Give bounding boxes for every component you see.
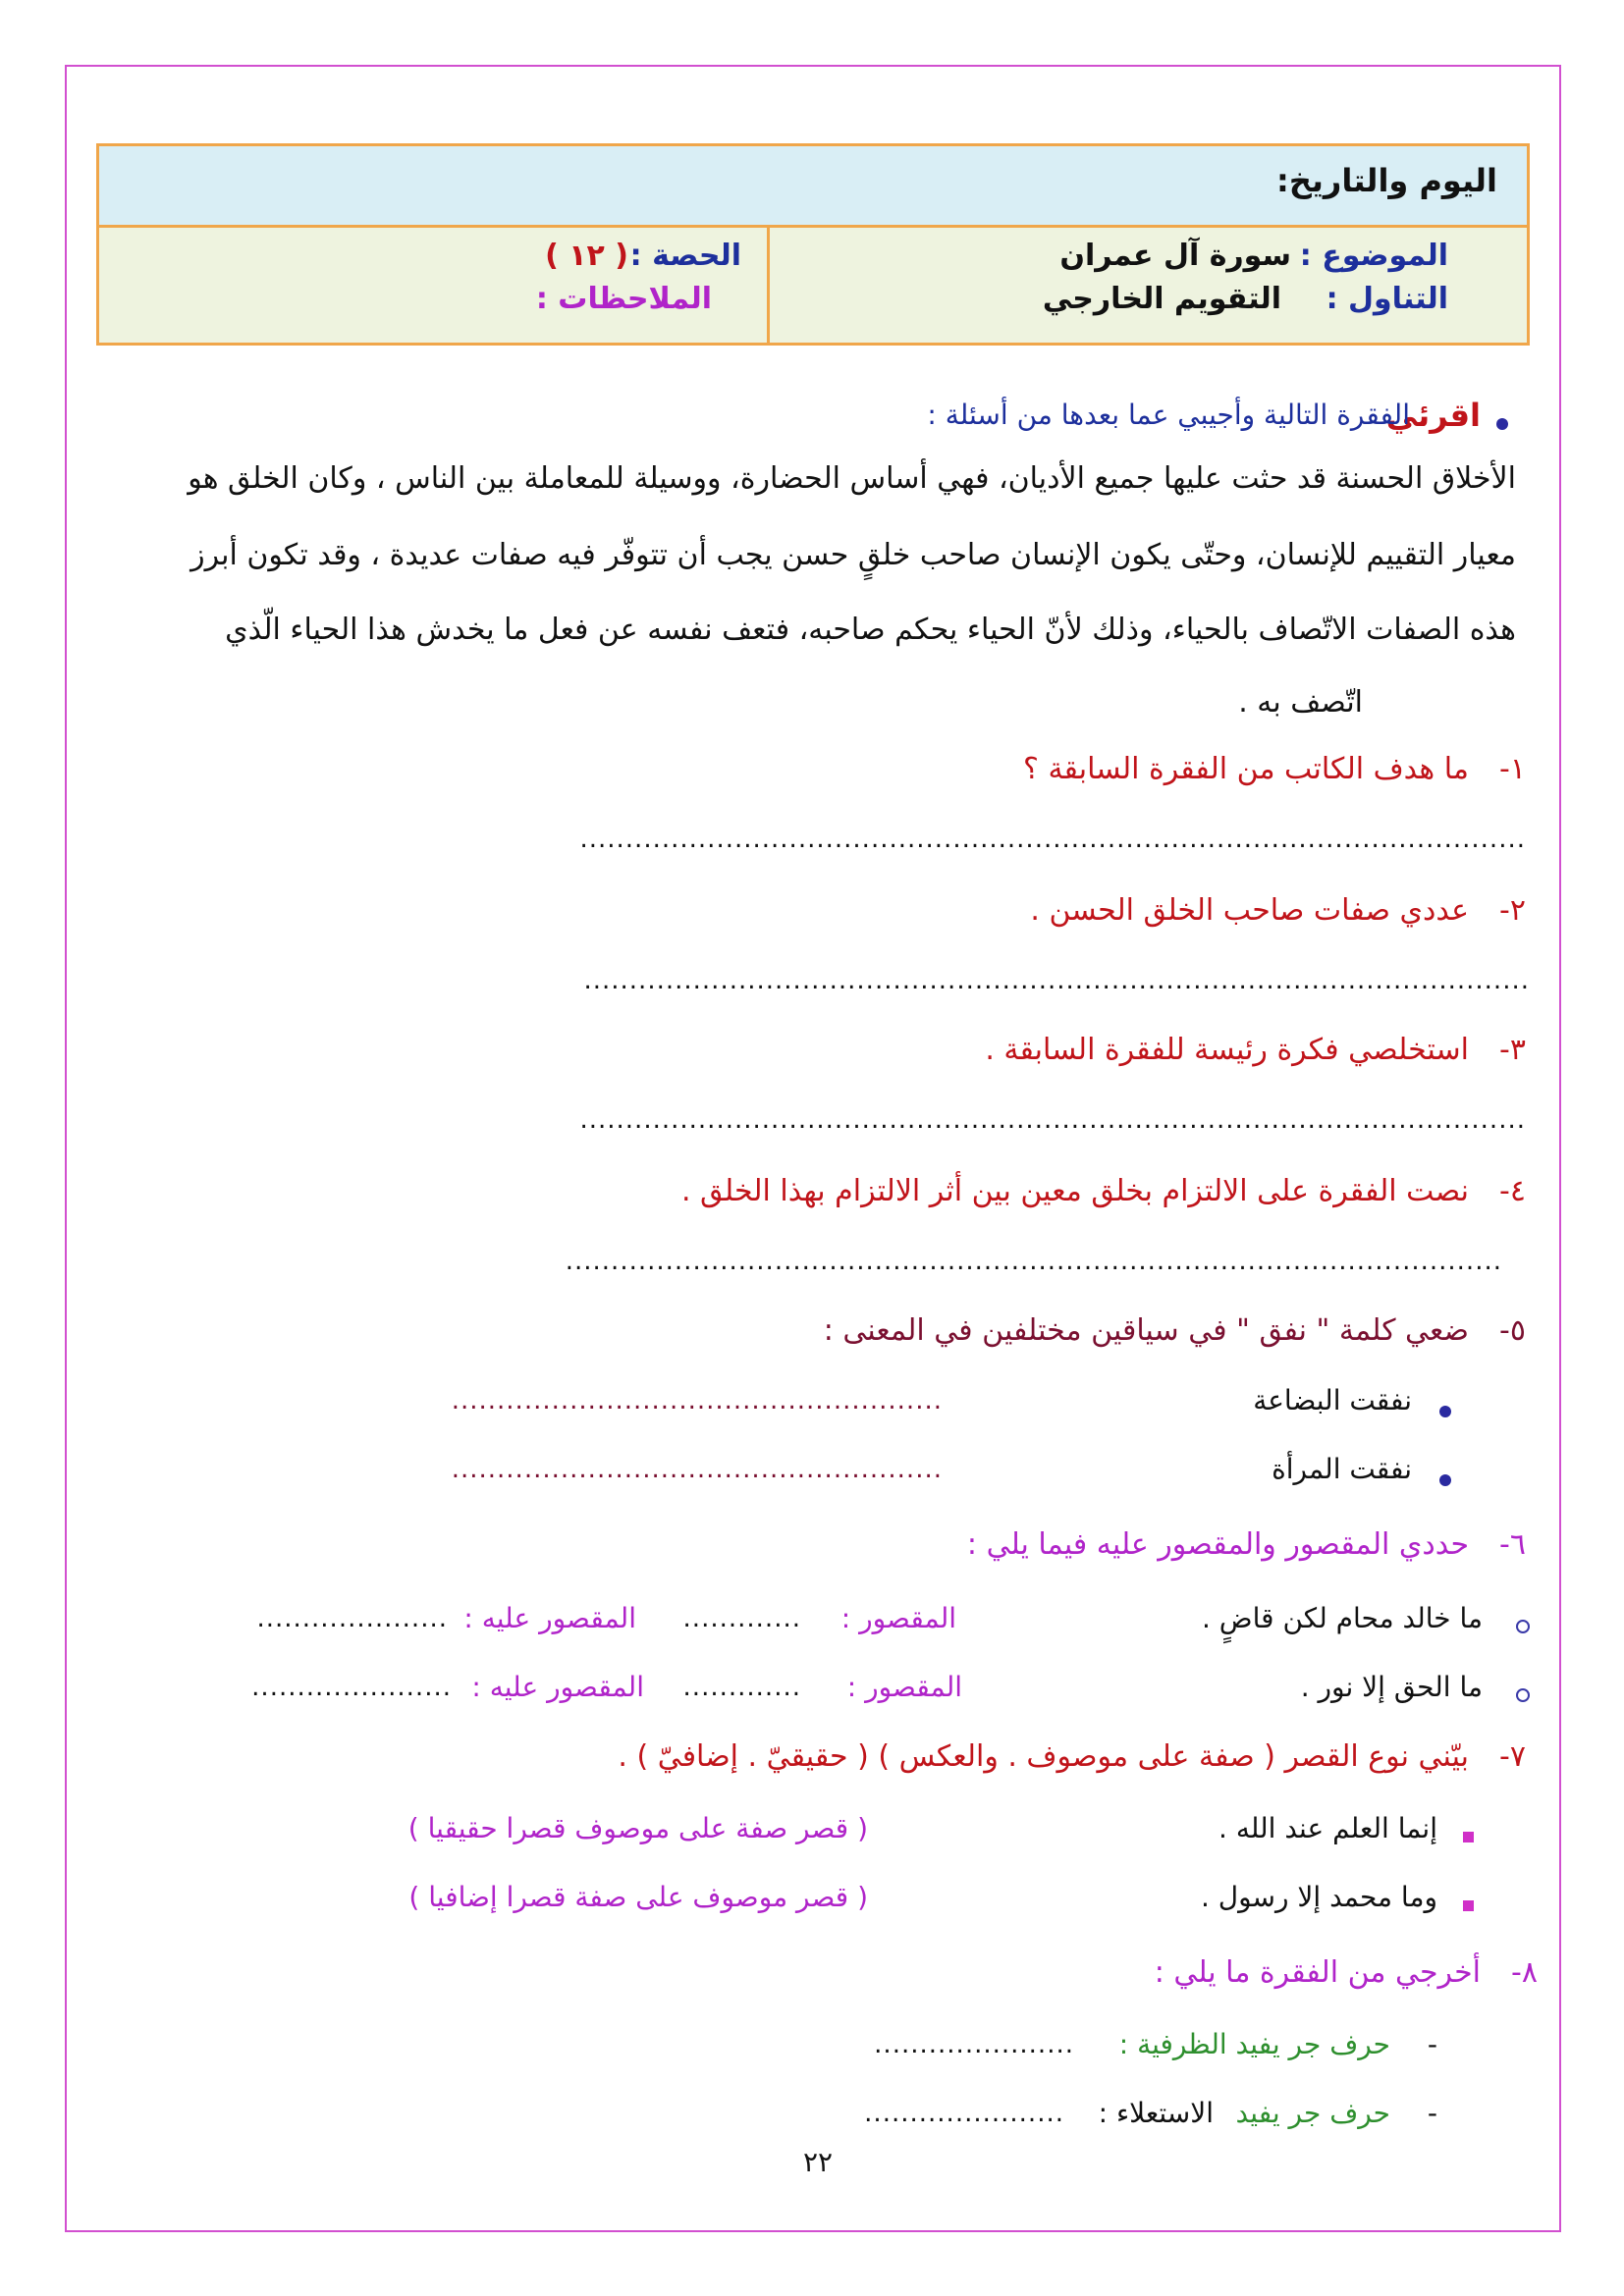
passage-line-3: هذه الصفات الاتّصاف بالحياء، وذلك لأنّ الحياء يحكم صاحبه، فتعف نفسه عن فعل ما يخدش هذا الحياء الّذي [225, 613, 1516, 647]
session-value: ( ١٢ ) [545, 239, 628, 273]
q6-item-1-maqsur-answer[interactable]: ............. [682, 1604, 801, 1633]
q6-number: ٦- [1499, 1527, 1526, 1562]
q6-item-2-alayh-answer[interactable]: ...................... [251, 1673, 452, 1702]
coverage-label: التناول : [1326, 282, 1448, 316]
notes-label: الملاحظات : [535, 282, 712, 316]
square-bullet-icon [1463, 1832, 1474, 1842]
q7-item-1-answer: ( قصر صفة على موصوف قصرا حقيقيا ) [407, 1812, 868, 1844]
q6-item-2-maqsur-answer[interactable]: ............. [682, 1673, 801, 1702]
lesson-header-table [96, 143, 1530, 346]
q2-number: ٢- [1499, 893, 1526, 928]
q3-number: ٣- [1499, 1033, 1526, 1067]
q3-answer-line[interactable]: ........................................................................................................ [579, 1105, 1526, 1135]
q5-item-2-text: نفقت المرأة [1272, 1453, 1412, 1485]
q8-item-2-label-black: الاستعلاء : [1098, 2097, 1214, 2129]
q5-item-1-answer[interactable]: ...................................................... [451, 1386, 943, 1415]
q8-number: ٨- [1511, 1955, 1538, 1990]
square-bullet-icon [1463, 1900, 1474, 1911]
topic-value: سورة آل عمران [1059, 239, 1291, 273]
q7-item-1-text: إنما العلم عند الله . [1218, 1812, 1437, 1844]
q7-number: ٧- [1499, 1739, 1526, 1774]
circle-bullet-icon [1516, 1620, 1530, 1633]
q7-text: بيّني نوع القصر ( صفة على موصوف . والعكس ) ( حقيقيّ . إضافيّ ) . [618, 1739, 1469, 1774]
q6-item-1-alayh-answer[interactable]: ..................... [256, 1604, 448, 1633]
q7-item-2-answer: ( قصر موصوف على صفة قصرا إضافيا ) [408, 1881, 868, 1913]
header-divider [767, 228, 770, 343]
q8-item-2-label-green: حرف جر يفيد [1235, 2097, 1390, 2129]
q8-text: أخرجي من الفقرة ما يلي : [1154, 1955, 1481, 1990]
bullet-icon [1496, 418, 1508, 430]
coverage-value: التقويم الخارجي [1042, 282, 1281, 316]
q8-item-1-answer[interactable]: ...................... [874, 2030, 1074, 2059]
q6-item-1-alayh-label: المقصور عليه : [463, 1602, 636, 1634]
q3-text: استخلصي فكرة رئيسة للفقرة السابقة . [985, 1033, 1469, 1067]
q6-text: حددي المقصور والمقصور عليه فيما يلي : [966, 1527, 1469, 1562]
q8-item-1-label: حرف جر يفيد الظرفية : [1118, 2028, 1390, 2060]
q4-number: ٤- [1499, 1174, 1526, 1208]
intro-instruction: الفقرة التالية وأجيبي عما بعدها من أسئلة : [927, 399, 1410, 431]
q6-item-2-maqsur-label: المقصور : [846, 1671, 962, 1703]
header-top-row [99, 146, 1527, 228]
q1-text: ما هدف الكاتب من الفقرة السابقة ؟ [1023, 752, 1469, 786]
circle-bullet-icon [1516, 1688, 1530, 1702]
topic-label: الموضوع : [1299, 239, 1448, 273]
q8-item-2-dash: - [1427, 2097, 1437, 2129]
q5-item-2-answer[interactable]: ...................................................... [451, 1455, 943, 1484]
q6-item-1-text: ما خالد محام لكن قاضٍ . [1201, 1602, 1483, 1634]
q6-item-2-alayh-label: المقصور عليه : [471, 1671, 644, 1703]
intro-read: اقرئي [1385, 397, 1481, 434]
session-label: الحصة : [629, 239, 741, 273]
q1-answer-line[interactable]: ........................................................................................................ [579, 825, 1526, 854]
q2-answer-line[interactable]: ........................................................................................................ [583, 966, 1530, 995]
q4-answer-line[interactable]: ....................................................................................................... [565, 1247, 1502, 1276]
q6-item-1-maqsur-label: المقصور : [840, 1602, 956, 1634]
q5-number: ٥- [1499, 1313, 1526, 1348]
q2-text: عددي صفات صاحب الخلق الحسن . [1030, 893, 1469, 928]
q4-text: نصت الفقرة على الالتزام بخلق معين بين أثر الالتزام بهذا الخلق . [680, 1174, 1469, 1208]
passage-line-2: معيار التقييم للإنسان، وحتّى يكون الإنسان صاحب خلقٍ حسن يجب أن تتوفّر فيه صفات عديدة ، وقد تكون أبرز [190, 538, 1516, 572]
q1-number: ١- [1499, 752, 1526, 786]
day-date-label: اليوم والتاريخ: [1276, 162, 1497, 199]
bullet-icon [1439, 1474, 1451, 1486]
q8-item-1-dash: - [1427, 2028, 1437, 2060]
q5-item-1-text: نفقت البضاعة [1253, 1384, 1412, 1416]
q8-item-2-answer[interactable]: ...................... [864, 2099, 1064, 2128]
passage-line-4: اتّصف به . [1238, 685, 1363, 720]
q7-item-2-text: وما محمد إلا رسول . [1200, 1881, 1437, 1913]
bullet-icon [1439, 1406, 1451, 1417]
passage-line-1: الأخلاق الحسنة قد حثت عليها جميع الأديان، فهي أساس الحضارة، ووسيلة للمعاملة بين الناس ، وكان الخلق هو [188, 461, 1516, 496]
page-number: ٢٢ [803, 2146, 834, 2178]
q5-text: ضعي كلمة " نفق " في سياقين مختلفين في المعنى : [823, 1313, 1469, 1348]
q6-item-2-text: ما الحق إلا نور . [1300, 1671, 1483, 1703]
